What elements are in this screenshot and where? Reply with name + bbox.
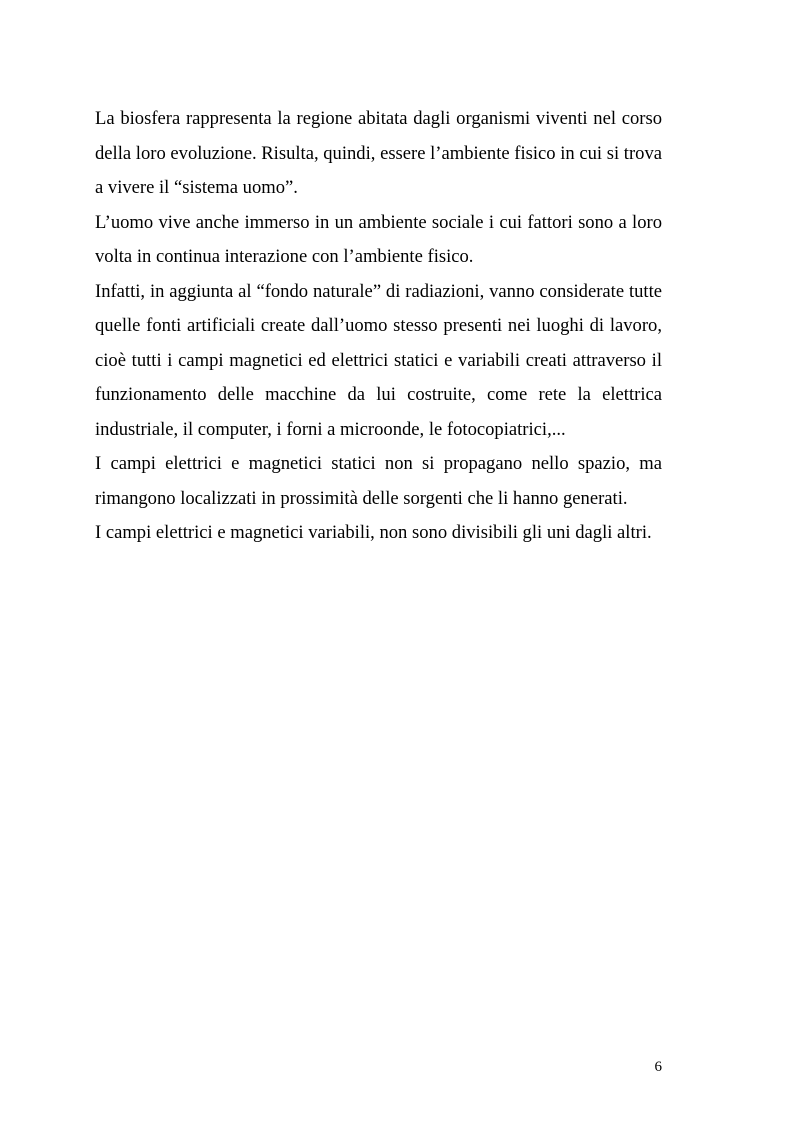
document-body	[95, 102, 662, 551]
paragraph-campi-variabili: I campi elettrici e magnetici variabili, non sono divisibili gli uni dagli altri.	[95, 522, 652, 543]
paragraph-campi-statici: I campi elettrici e magnetici statici non si propagano nello spazio, ma rimangono localizzati in prossimità delle sorgenti che li hanno generati.	[95, 453, 662, 509]
paragraph-ambiente-sociale: L’uomo vive anche immerso in un ambiente sociale i cui fattori sono a loro volta in continua interazione con l’ambiente fisico.	[95, 211, 662, 267]
paragraph-biosfera: La biosfera rappresenta la regione abitata dagli organismi viventi nel corso della loro evoluzione. Risulta, quindi, essere l’ambiente fisico in cui si trova a vivere il “sistema uomo”.	[95, 108, 662, 198]
page-number: 6	[654, 1059, 662, 1075]
paragraph-fonti-artificiali: Infatti, in aggiunta al “fondo naturale” di radiazioni, vanno considerate tutte quelle fonti artificiali create dall’uomo stesso presenti nei luoghi di lavoro, cioè tutti i campi magnetici ed elettrici statici e variabili creati attraverso il funzionamento delle macchine da lui costruite, come rete la elettrica industriale, il computer, i forni a microonde, le fotocopiatrici,...	[95, 280, 662, 440]
